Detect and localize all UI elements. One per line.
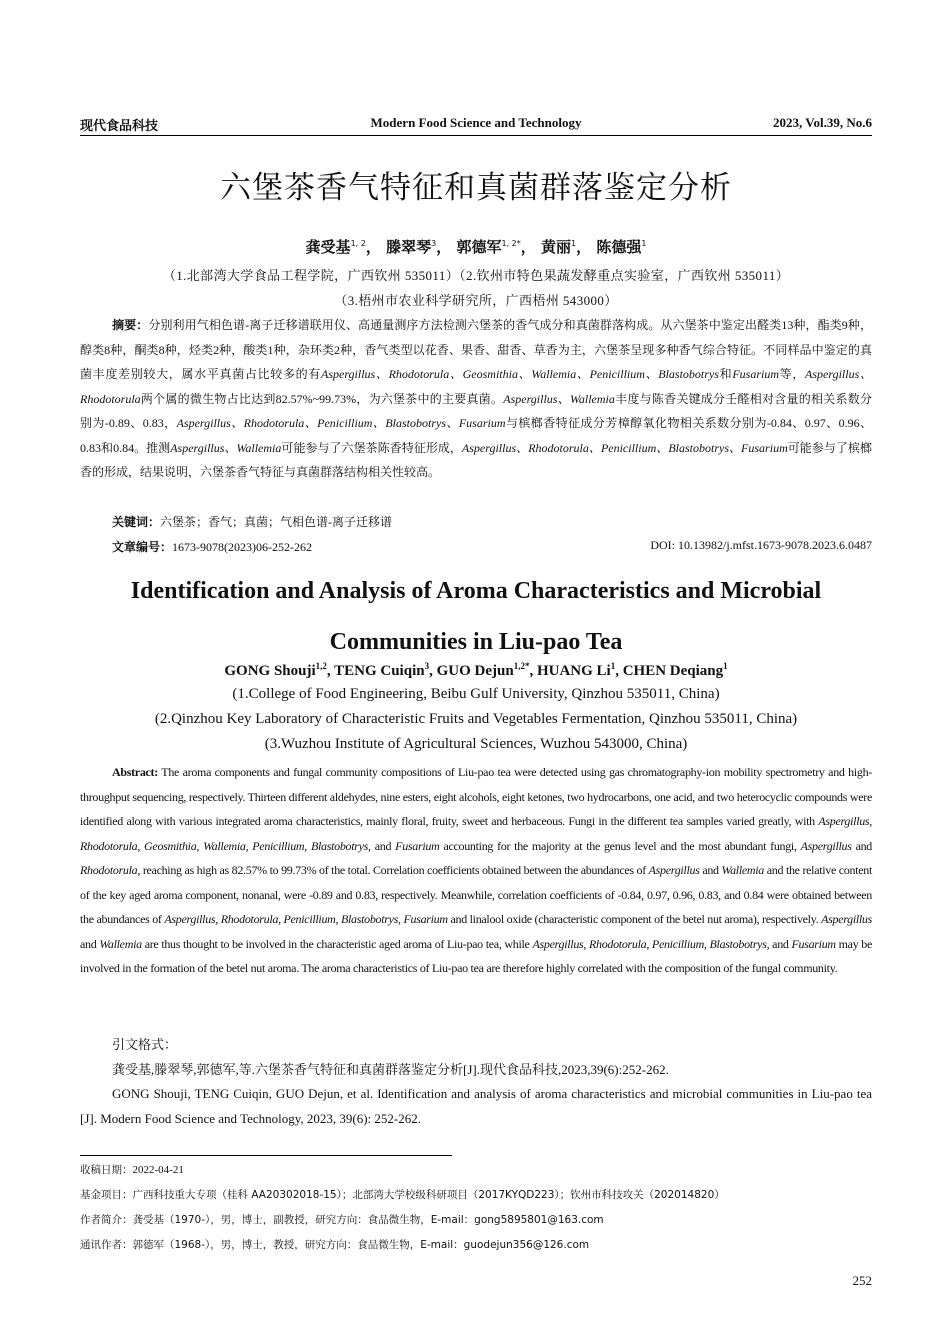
footnote-label: 基金项目： bbox=[80, 1189, 133, 1201]
author-separator: ， bbox=[436, 238, 452, 256]
author-separator: , bbox=[326, 663, 335, 679]
title-cn: 六堡茶香气特征和真菌群落鉴定分析 bbox=[220, 170, 732, 206]
author-en: GONG Shouji bbox=[224, 663, 316, 679]
abstract-en-text: reaching as high as 82.57% to 99.73% of the total. Correlation coefficients obtained between the abundances of bbox=[140, 863, 649, 877]
abstract-cn-text: 丰度与陈香关键成分壬醛相对含量的相关系数分别为-0.89、0.83， bbox=[80, 391, 872, 430]
author-separator: , bbox=[429, 663, 437, 679]
keywords-cn bbox=[112, 513, 392, 530]
genus-names: Aspergillus, Rhodotorula, Penicillium, Blastobotrys, bbox=[532, 936, 770, 951]
article-number-text: 1673-9078(2023)06-252-262 bbox=[172, 540, 312, 554]
author-en: HUANG Li bbox=[536, 663, 611, 679]
author-cn: 陈德强 bbox=[596, 238, 642, 256]
abstract-en-text: and bbox=[769, 936, 792, 951]
author-separator: ， bbox=[365, 238, 381, 256]
author-affiliation-mark: 1,2 bbox=[315, 661, 327, 671]
title-en: Identification and Analysis of Aroma Characteristics and Microbial Communities in Liu-pao Tea bbox=[130, 578, 822, 655]
author-affiliation-mark: 1,2* bbox=[513, 661, 530, 671]
footnote-text: 龚受基（1970-），男，博士，副教授，研究方向：食品微生物，E-mail：gong5895801@163.com bbox=[132, 1214, 604, 1226]
abstract-cn-text: 等， bbox=[778, 367, 806, 381]
author-affiliation-mark: 1 bbox=[570, 239, 577, 248]
authors-cn bbox=[80, 236, 872, 257]
journal-name-cn: 现代食品科技 bbox=[80, 119, 159, 134]
abstract-cn bbox=[80, 313, 872, 485]
footnote-label: 通讯作者： bbox=[80, 1239, 133, 1251]
abstract-en-text: and bbox=[370, 838, 396, 853]
abstract-en-text: and bbox=[851, 838, 873, 853]
article-number-label: 文章编号： bbox=[112, 540, 173, 554]
author-affiliation-mark: 1, 2 bbox=[350, 239, 366, 248]
author-separator: ， bbox=[520, 238, 536, 256]
citation-en bbox=[80, 1082, 872, 1131]
abstract-en-text: may be involved in the formation of the betel nut aroma. The aroma characteristics of Liu-pao tea are therefore highly correlated with the composition of the fungal community. bbox=[80, 936, 873, 975]
article-number bbox=[112, 538, 312, 555]
author-affiliation-mark: 3 bbox=[424, 661, 430, 671]
footnote-received bbox=[80, 1162, 184, 1177]
genus-names: Aspergillus、Wallemia bbox=[170, 440, 282, 455]
genus-names: Aspergillus、Wallemia bbox=[503, 391, 615, 406]
author-separator: ， bbox=[576, 238, 592, 256]
genus-names: Aspergillus、Rhodotorula、Penicillium、Blastobotrys、Fusarium bbox=[176, 416, 506, 430]
authors-en bbox=[80, 661, 872, 680]
page-number: 252 bbox=[852, 1273, 872, 1288]
genus-names: Aspergillus、Rhodotorula bbox=[80, 367, 872, 406]
genus-names: Fusarium bbox=[395, 838, 440, 853]
genus-names: Aspergillus, Rhodotorula, Geosmithia, Wallemia, Penicillium, Blastobotrys, bbox=[80, 814, 872, 853]
affiliation-en-1: (1.College of Food Engineering, Beibu Gulf University, Qinzhou 535011, China) bbox=[232, 686, 720, 702]
genus-names: Rhodotorula, bbox=[80, 863, 141, 877]
doi: DOI: 10.13982/j.mfst.1673-9078.2023.6.0487 bbox=[650, 538, 872, 552]
genus-names: Wallemia bbox=[99, 936, 142, 951]
footnote-fund bbox=[80, 1187, 725, 1202]
author-cn: 黄丽 bbox=[540, 238, 571, 256]
genus-names: Aspergillus、Rhodotorula、Penicillium、Blastobotrys、Fusarium bbox=[461, 440, 788, 455]
footnote-corresponding bbox=[80, 1237, 589, 1252]
footnote-label: 收稿日期： bbox=[80, 1164, 133, 1176]
citation-label: 引文格式： bbox=[112, 1037, 178, 1052]
author-cn: 郭德军 bbox=[456, 238, 502, 256]
author-en: GUO Dejun bbox=[436, 663, 514, 679]
abstract-en bbox=[80, 760, 872, 981]
affiliation-cn-1: （1.北部湾大学食品工程学院，广西钦州 535011）（2.钦州市特色果蔬发酵重点实验室，广西钦州 535011） bbox=[162, 268, 790, 283]
author-separator: , bbox=[529, 663, 537, 679]
genus-names: Aspergillus bbox=[800, 838, 852, 853]
author-en: CHEN Deqiang bbox=[622, 663, 724, 679]
journal-name-en: Modern Food Science and Technology bbox=[370, 115, 582, 130]
author-affiliation-mark: 3 bbox=[431, 239, 437, 248]
running-header bbox=[80, 115, 872, 136]
genus-names: Aspergillus、Rhodotorula、Geosmithia、Wallemia、Penicillium、Blastobotrys bbox=[321, 367, 719, 381]
abstract-cn-text: 分别利用气相色谱-离子迁移谱联用仪、高通量测序方法检测六堡茶的香气成分和真菌群落构成。从六堡茶中鉴定出醛类13种，酯类9种，醇类8种，酮类8种，烃类2种，酸类1种，杂环类2种，香气类型以花香、果香、甜香、草香为主，六堡茶呈现多种香气综合特征。不同样品中鉴定的真菌丰度差别较大，属水平真菌占比较多的有 bbox=[80, 318, 872, 381]
footnote-text: 郭德军（1968-），男，博士，教授，研究方向：食品微生物，E-mail：guodejun356@126.com bbox=[132, 1239, 590, 1251]
abstract-en-text: The aroma components and fungal community compositions of Liu-pao tea were detected using gas chromatography-ion mobility spectrometry and high-throughput sequencing, respectively. Thirteen different aldehydes, nine esters, eight alcohols, eight ketones, two hydrocarbons, one acid, and two heterocyclic compounds were identified along with various integrated aroma characteristics, mainly floral, fruity, sweet and herbaceous. Fungi in the different tea samples varied greatly, with bbox=[80, 765, 872, 828]
abstract-en-text: are thus thought to be involved in the characteristic aged aroma of Liu-pao tea, while bbox=[141, 936, 533, 951]
genus-names: Fusarium bbox=[791, 936, 836, 951]
genus-names: Aspergillus bbox=[821, 912, 872, 926]
genus-names: Aspergillus, Rhodotorula, Penicillium, Blastobotrys, Fusarium bbox=[164, 912, 448, 926]
keywords-label: 关键词： bbox=[112, 515, 161, 529]
abstract-cn-text: 可能参与了六堡茶陈香特征形成， bbox=[281, 440, 462, 455]
keywords-text: 六堡茶；香气；真菌；气相色谱-离子迁移谱 bbox=[160, 515, 393, 529]
footnote-text: 广西科技重大专项（桂科 AA20302018-15）；北部湾大学校级科研项目（2017KYQD223）；钦州市科技攻关（202014820） bbox=[132, 1189, 725, 1201]
author-affiliation-mark: 1 bbox=[641, 239, 647, 248]
footnote-rule bbox=[80, 1155, 452, 1156]
genus-names: Fusarium bbox=[732, 367, 779, 381]
abstract-cn-text: 两个属的微生物占比达到82.57%~99.73%，为六堡茶中的主要真菌。 bbox=[140, 391, 504, 406]
affiliation-en-3: (3.Wuzhou Institute of Agricultural Sciences, Wuzhou 543000, China) bbox=[264, 736, 688, 752]
affiliation-cn-2: （3.梧州市农业科学研究所，广西梧州 543000） bbox=[334, 293, 618, 308]
genus-names: Aspergillus bbox=[648, 863, 700, 877]
citation-cn: 龚受基,滕翠琴,郭德军,等.六堡茶香气特征和真菌群落鉴定分析[J].现代食品科技,2023,39(6):252-262. bbox=[112, 1062, 669, 1077]
abstract-en-text: and linalool oxide (characteristic component of the betel nut aroma), respectively. bbox=[447, 912, 822, 926]
abstract-en-text: accounting for the majority at the genus level and the most abundant fungi, bbox=[439, 838, 801, 853]
affiliation-en-2: (2.Qinzhou Key Laboratory of Characteristic Fruits and Vegetables Fermentation, Qinzhou 535011, China) bbox=[154, 711, 798, 727]
author-affiliation-mark: 1 bbox=[723, 661, 728, 671]
abstract-en-label: Abstract: bbox=[112, 765, 158, 779]
author-affiliation-mark: 1, 2* bbox=[501, 239, 521, 248]
footnote-label: 作者简介： bbox=[80, 1214, 133, 1226]
footnote-author bbox=[80, 1212, 604, 1227]
abstract-en-text: and bbox=[699, 863, 722, 877]
abstract-en-text: and the relative content of the key aged aroma component, nonanal, were -0.89 and 0.83, respectively. Meanwhile, correlation coefficients of -0.84, 0.97, 0.96, 0.83, and 0.84 were obtained between the abundances of bbox=[80, 863, 872, 926]
citation-en-text: GONG Shouji, TENG Cuiqin, GUO Dejun, et al. Identification and analysis of aroma characteristics and microbial communities in Liu-pao tea [J]. Modern Food Science and Technology, 2023, 39(6): 252-262. bbox=[80, 1086, 872, 1126]
author-en: TENG Cuiqin bbox=[334, 663, 425, 679]
genus-names: Wallemia bbox=[721, 863, 765, 877]
abstract-en-text: and bbox=[80, 936, 100, 951]
abstract-cn-text: 可能参与了槟榔香的形成，结果说明，六堡茶香气特征与真菌群落结构相关性较高。 bbox=[80, 440, 872, 479]
abstract-cn-text: 与槟榔香特征成分芳樟醇氧化物相关系数分别为-0.84、0.97、0.96、0.83和0.84。推测 bbox=[80, 416, 872, 455]
author-affiliation-mark: 1 bbox=[610, 661, 616, 671]
footnote-text: 2022-04-21 bbox=[132, 1164, 184, 1176]
issue-info: 2023, Vol.39, No.6 bbox=[773, 115, 872, 130]
author-cn: 滕翠琴 bbox=[386, 238, 432, 256]
abstract-cn-text: 和 bbox=[718, 367, 733, 381]
abstract-cn-label: 摘要： bbox=[112, 318, 149, 332]
author-separator: , bbox=[615, 663, 623, 679]
author-cn: 龚受基 bbox=[305, 238, 351, 256]
